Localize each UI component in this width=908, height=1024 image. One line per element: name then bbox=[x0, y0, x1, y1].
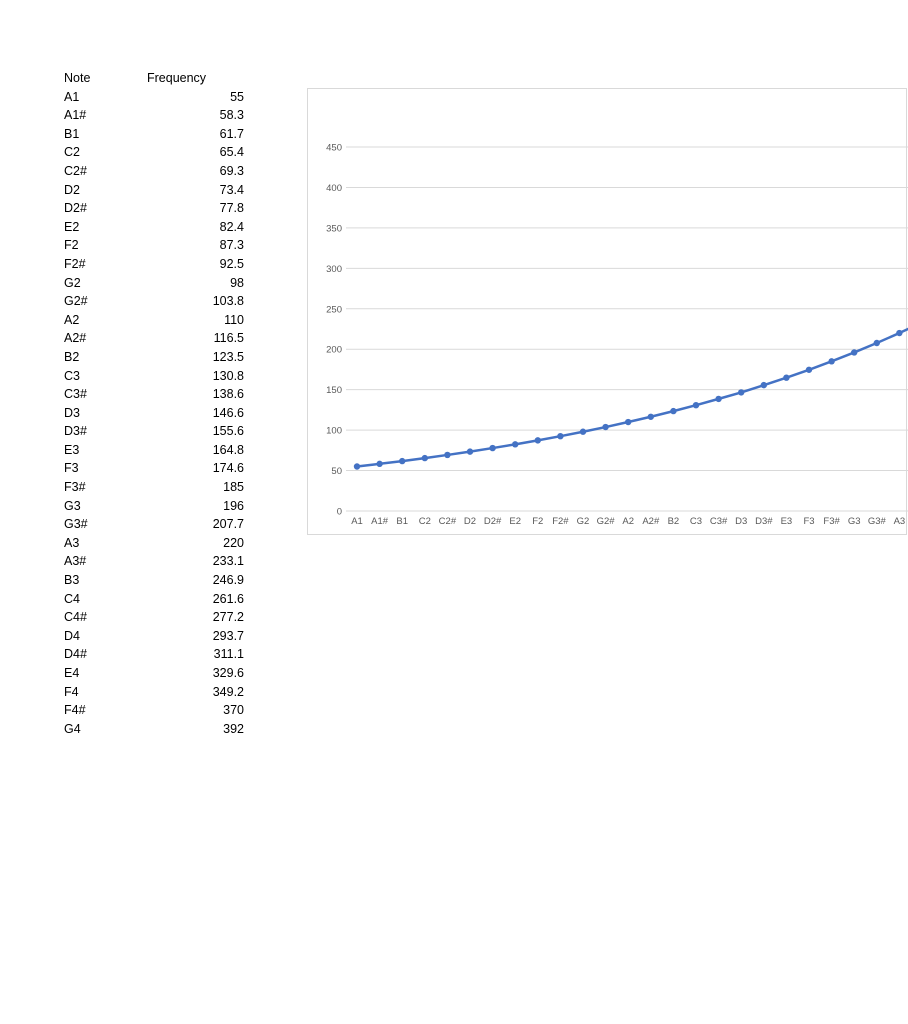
frequency-cell[interactable]: 311.1 bbox=[213, 647, 244, 662]
note-cell[interactable]: C4 bbox=[64, 591, 80, 606]
table-row bbox=[64, 515, 244, 534]
note-cell[interactable]: G3 bbox=[64, 498, 81, 513]
note-cell[interactable]: A1 bbox=[64, 89, 80, 104]
x-tick-label: E3 bbox=[780, 516, 793, 527]
x-tick-label: F3 bbox=[803, 516, 815, 527]
data-point[interactable] bbox=[761, 382, 767, 388]
note-cell[interactable]: G4 bbox=[64, 721, 81, 736]
table-row bbox=[64, 329, 244, 348]
note-cell[interactable]: D3# bbox=[64, 424, 87, 439]
data-point[interactable] bbox=[580, 429, 586, 435]
note-cell[interactable]: D2 bbox=[64, 182, 80, 197]
data-point[interactable] bbox=[422, 455, 428, 461]
note-cell[interactable]: A1# bbox=[64, 108, 87, 123]
table-row bbox=[64, 720, 244, 739]
table-row bbox=[64, 274, 244, 293]
note-cell[interactable]: G2# bbox=[64, 294, 88, 309]
table-row bbox=[64, 181, 244, 200]
note-cell[interactable]: B2 bbox=[64, 349, 80, 364]
note-cell[interactable]: F4 bbox=[64, 684, 79, 699]
table-row bbox=[64, 534, 244, 553]
y-tick-label: 0 bbox=[336, 506, 342, 518]
data-point[interactable] bbox=[828, 358, 834, 364]
x-tick-label: A1 bbox=[351, 516, 363, 527]
frequency-cell[interactable]: 277.2 bbox=[212, 610, 244, 625]
x-tick-label: C3# bbox=[709, 516, 728, 527]
series-line[interactable] bbox=[357, 194, 908, 467]
frequency-cell[interactable]: 329.6 bbox=[212, 666, 244, 680]
data-point[interactable] bbox=[648, 414, 654, 420]
note-cell[interactable]: D2# bbox=[64, 201, 87, 216]
chart-container bbox=[307, 88, 906, 536]
frequency-cell[interactable]: 87.3 bbox=[219, 238, 244, 253]
note-cell[interactable]: D3 bbox=[64, 405, 80, 420]
data-point[interactable] bbox=[354, 463, 360, 469]
table-row bbox=[64, 125, 244, 144]
x-tick-label: G3 bbox=[847, 516, 861, 527]
table-row bbox=[64, 497, 244, 516]
x-tick-label: D3# bbox=[755, 516, 773, 527]
data-point[interactable] bbox=[376, 461, 382, 467]
table-row bbox=[64, 199, 244, 218]
frequency-cell[interactable]: 138.6 bbox=[212, 387, 244, 402]
note-cell[interactable]: D4 bbox=[64, 628, 80, 643]
frequency-cell[interactable]: 61.7 bbox=[219, 126, 244, 141]
x-tick-label: G2# bbox=[596, 516, 615, 527]
note-cell[interactable]: F3 bbox=[64, 461, 79, 476]
table-row bbox=[64, 255, 244, 274]
table-row bbox=[64, 552, 244, 571]
table-row bbox=[64, 143, 244, 162]
x-tick-label: B2 bbox=[667, 516, 680, 527]
frequency-cell[interactable]: 98 bbox=[230, 275, 244, 290]
x-tick-label: C2 bbox=[418, 516, 431, 527]
note-cell[interactable]: C3# bbox=[64, 387, 87, 402]
data-point[interactable] bbox=[602, 424, 608, 430]
frequency-cell[interactable]: 65.4 bbox=[219, 145, 244, 160]
table-row bbox=[64, 571, 244, 590]
data-point[interactable] bbox=[557, 433, 563, 439]
frequency-table bbox=[64, 69, 244, 738]
note-cell[interactable]: C3 bbox=[64, 368, 80, 383]
table-row bbox=[64, 348, 244, 367]
table-row bbox=[64, 683, 244, 702]
x-tick-label: F2# bbox=[552, 516, 569, 527]
table-row bbox=[64, 311, 244, 330]
note-cell[interactable]: A3 bbox=[64, 535, 80, 550]
frequency-line-chart bbox=[308, 89, 908, 536]
x-tick-label: D2 bbox=[463, 516, 477, 527]
data-point[interactable] bbox=[512, 441, 518, 447]
data-point[interactable] bbox=[738, 389, 744, 395]
frequency-cell[interactable]: 370 bbox=[223, 703, 244, 718]
frequency-cell[interactable]: 103.8 bbox=[212, 294, 244, 309]
table-header bbox=[64, 69, 244, 88]
table-row bbox=[64, 106, 244, 125]
data-point[interactable] bbox=[467, 448, 473, 454]
data-point[interactable] bbox=[693, 402, 699, 408]
y-tick-label: 200 bbox=[326, 344, 342, 356]
x-tick-label: C2# bbox=[438, 516, 457, 527]
table-row bbox=[64, 441, 244, 460]
frequency-cell[interactable]: 146.6 bbox=[212, 405, 244, 420]
table-row bbox=[64, 367, 244, 386]
frequency-cell[interactable]: 155.6 bbox=[212, 424, 244, 439]
table-row bbox=[64, 645, 244, 664]
data-point[interactable] bbox=[783, 374, 789, 380]
x-tick-label: D3 bbox=[735, 516, 748, 527]
frequency-cell[interactable]: 77.8 bbox=[219, 201, 244, 216]
frequency-cell[interactable]: 116.5 bbox=[213, 331, 244, 346]
note-cell[interactable]: C2 bbox=[64, 145, 80, 160]
note-cell[interactable]: F2# bbox=[64, 256, 86, 271]
frequency-cell[interactable]: 293.7 bbox=[212, 628, 244, 643]
table-row bbox=[64, 664, 244, 683]
frequency-cell[interactable]: 130.8 bbox=[212, 368, 244, 383]
note-cell[interactable]: B3 bbox=[64, 573, 80, 588]
data-point[interactable] bbox=[896, 330, 902, 336]
frequency-cell[interactable]: 69.3 bbox=[219, 163, 244, 178]
y-tick-label: 300 bbox=[326, 263, 342, 275]
note-cell[interactable]: F3# bbox=[64, 480, 86, 495]
table-row bbox=[64, 88, 244, 107]
x-tick-label: C3 bbox=[689, 516, 703, 527]
data-point[interactable] bbox=[535, 437, 541, 443]
note-cell[interactable]: D4# bbox=[64, 647, 87, 662]
frequency-cell[interactable]: 349.2 bbox=[212, 684, 244, 699]
table-row bbox=[64, 478, 244, 497]
data-point[interactable] bbox=[625, 419, 631, 425]
frequency-cell[interactable]: 58.3 bbox=[219, 108, 244, 123]
x-tick-label: A1# bbox=[371, 516, 389, 527]
frequency-cell[interactable]: 82.4 bbox=[219, 219, 244, 234]
note-cell[interactable]: E3 bbox=[64, 442, 80, 457]
y-tick-label: 350 bbox=[326, 223, 342, 235]
y-tick-label: 150 bbox=[326, 385, 342, 397]
note-cell[interactable]: C2# bbox=[64, 163, 87, 178]
x-tick-label: G3# bbox=[867, 516, 886, 527]
note-cell[interactable]: C4# bbox=[64, 610, 87, 625]
frequency-cell[interactable]: 73.4 bbox=[219, 182, 244, 197]
x-tick-label: E2 bbox=[509, 516, 522, 527]
table-row bbox=[64, 236, 244, 255]
frequency-cell[interactable]: 185 bbox=[223, 480, 244, 495]
x-tick-label: F3# bbox=[823, 516, 840, 527]
frequency-cell[interactable]: 392 bbox=[223, 721, 244, 736]
note-cell[interactable]: E2 bbox=[64, 219, 80, 234]
frequency-cell[interactable]: 174.6 bbox=[212, 461, 244, 476]
frequency-cell[interactable]: 220 bbox=[223, 535, 244, 550]
frequency-cell[interactable]: 110 bbox=[224, 312, 244, 327]
table-row bbox=[64, 385, 244, 404]
frequency-cell[interactable]: 92.5 bbox=[219, 256, 244, 271]
table-row bbox=[64, 608, 244, 627]
table-row bbox=[64, 162, 244, 181]
frequency-cell[interactable]: 246.9 bbox=[212, 573, 244, 588]
x-tick-label: A2# bbox=[642, 516, 660, 527]
table-row bbox=[64, 292, 244, 311]
x-tick-label: A2 bbox=[622, 516, 635, 527]
note-cell[interactable]: G3# bbox=[64, 517, 88, 532]
x-tick-label: B1 bbox=[396, 516, 409, 527]
data-point[interactable] bbox=[399, 458, 405, 464]
table-row bbox=[64, 627, 244, 646]
table-row bbox=[64, 404, 244, 423]
frequency-cell[interactable]: 196 bbox=[223, 498, 244, 513]
frequency-cell[interactable]: 123.5 bbox=[212, 349, 244, 364]
header-note[interactable]: Note bbox=[64, 71, 91, 85]
note-cell[interactable]: B1 bbox=[64, 126, 80, 141]
x-tick-label: A3 bbox=[893, 516, 906, 527]
note-cell[interactable]: A3# bbox=[64, 554, 87, 569]
note-cell[interactable]: A2# bbox=[64, 331, 87, 346]
data-point[interactable] bbox=[444, 452, 450, 458]
table-body bbox=[64, 88, 244, 739]
table-row bbox=[64, 422, 244, 441]
y-tick-label: 400 bbox=[326, 182, 342, 194]
note-cell[interactable]: F2 bbox=[64, 238, 79, 253]
y-tick-label: 100 bbox=[326, 425, 342, 437]
frequency-cell[interactable]: 164.8 bbox=[212, 442, 244, 457]
table-row bbox=[64, 459, 244, 478]
data-point[interactable] bbox=[851, 349, 857, 355]
x-tick-label: G2 bbox=[576, 516, 590, 527]
note-cell[interactable]: A2 bbox=[64, 312, 80, 327]
frequency-cell[interactable]: 261.6 bbox=[212, 591, 244, 606]
note-cell[interactable]: G2 bbox=[64, 275, 81, 290]
table-row bbox=[64, 218, 244, 237]
data-point[interactable] bbox=[489, 445, 495, 451]
chart-frame[interactable] bbox=[307, 88, 907, 535]
y-tick-label: 50 bbox=[331, 466, 342, 478]
y-tick-label: 250 bbox=[326, 304, 342, 316]
x-tick-label: D2# bbox=[483, 516, 502, 527]
frequency-cell[interactable]: 207.7 bbox=[212, 517, 244, 532]
y-tick-label: 450 bbox=[326, 142, 342, 154]
data-point[interactable] bbox=[874, 340, 880, 346]
frequency-cell[interactable]: 233.1 bbox=[212, 554, 244, 569]
x-tick-label: F2 bbox=[532, 516, 544, 527]
note-cell[interactable]: E4 bbox=[64, 666, 80, 680]
header-frequency[interactable]: Frequency bbox=[147, 71, 207, 85]
data-point[interactable] bbox=[670, 408, 676, 414]
table-row bbox=[64, 701, 244, 720]
frequency-cell[interactable]: 55 bbox=[230, 89, 244, 104]
data-point[interactable] bbox=[806, 367, 812, 373]
table-row bbox=[64, 590, 244, 609]
note-cell[interactable]: F4# bbox=[64, 703, 86, 718]
data-point[interactable] bbox=[715, 396, 721, 402]
